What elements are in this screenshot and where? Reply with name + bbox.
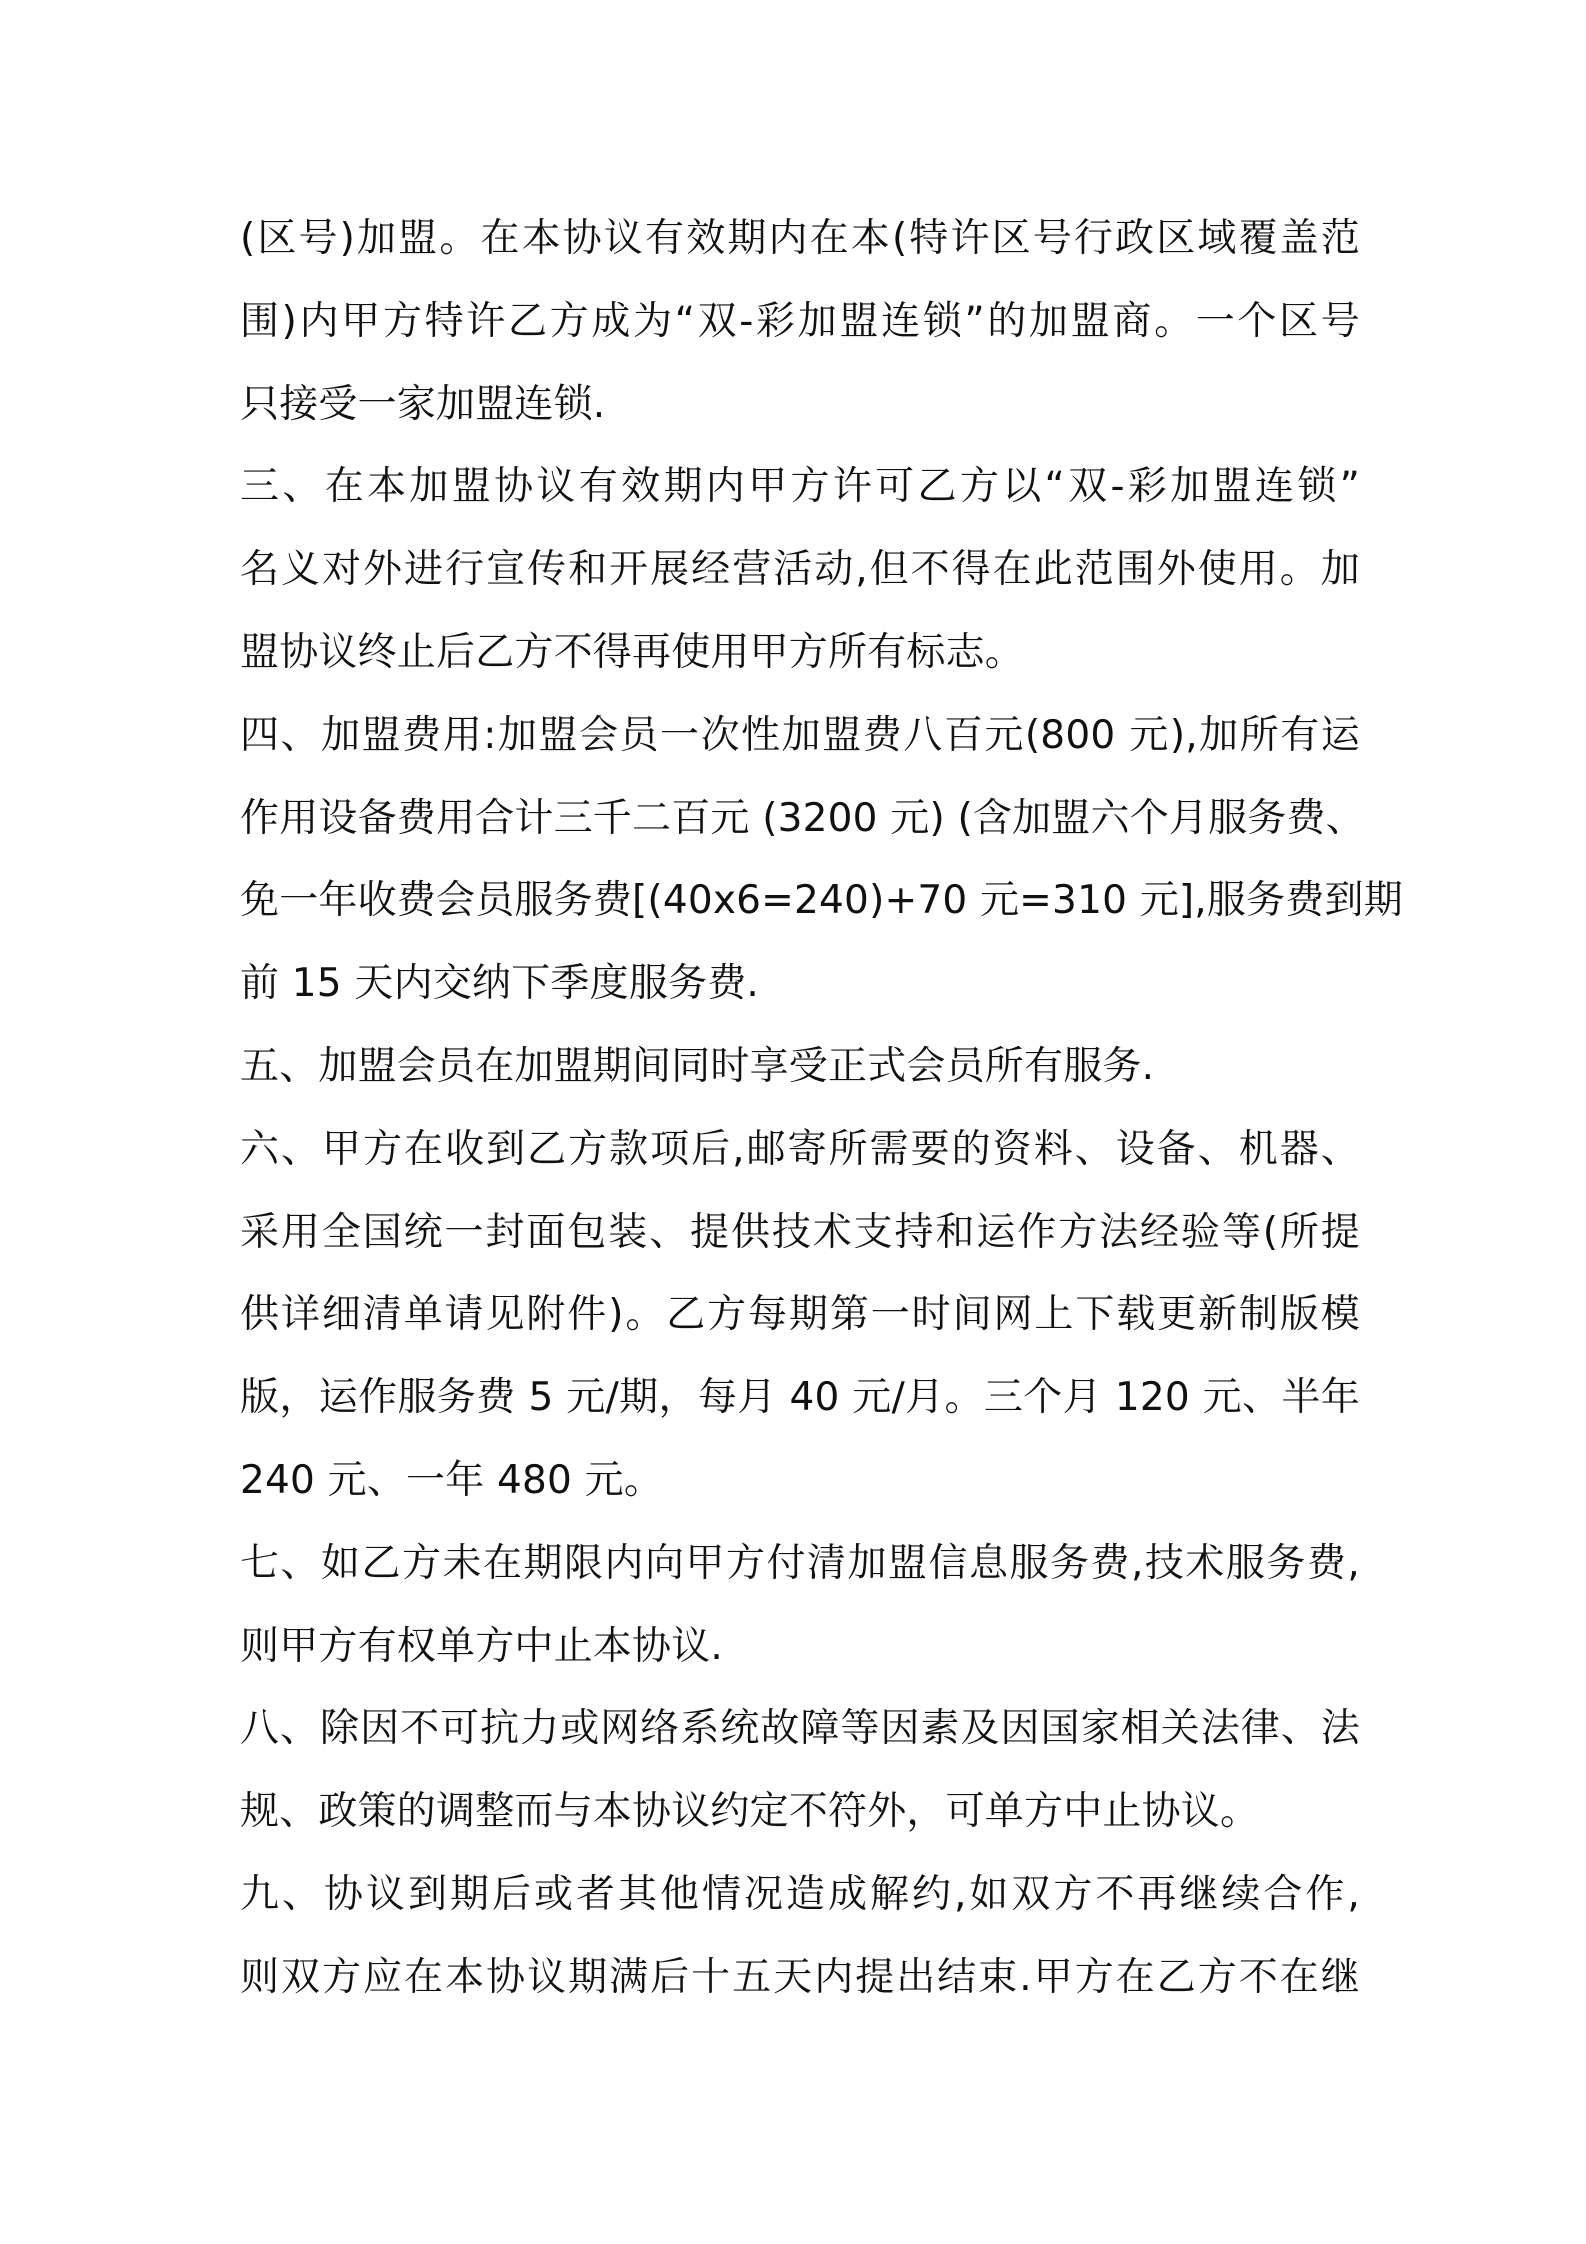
text-line: 五、加盟会员在加盟期间同时享受正式会员所有服务.	[240, 1043, 1155, 1089]
text-line: 名义对外进行宣传和开展经营活动,但不得在此范围外使用。加	[240, 547, 1360, 593]
text-line: (区号)加盟。在本协议有效期内在本(特许区号行政区域覆盖范	[240, 216, 1360, 261]
text-line: 四、加盟费用:加盟会员一次性加盟费八百元(800 元),加所有运	[240, 712, 1360, 758]
text-line: 九、协议到期后或者其他情况造成解约,如双方不再继续合作,	[240, 1871, 1360, 1917]
text-line: 免一年收费会员服务费[(40x6=240)+70 元=310 元],服务费到期	[240, 878, 1403, 924]
text-line: 只接受一家加盟连锁.	[240, 381, 606, 427]
text-line: 作用设备费用合计三千二百元 (3200 元) (含加盟六个月服务费、	[240, 795, 1365, 841]
text-line: 则甲方有权单方中止本协议.	[240, 1623, 723, 1669]
text-line: 供详细清单请见附件)。乙方每期第一时间网上下载更新制版模	[240, 1292, 1360, 1338]
text-line: 前 15 天内交纳下季度服务费.	[240, 961, 760, 1007]
text-line: 围)内甲方特许乙方成为“双-彩加盟连锁”的加盟商。一个区号	[240, 298, 1360, 344]
text-line: 采用全国统一封面包装、提供技术支持和运作方法经验等(所提	[240, 1209, 1360, 1255]
text-line: 六、甲方在收到乙方款项后,邮寄所需要的资料、设备、机器、	[240, 1126, 1360, 1172]
text-line: 则双方应在本协议期满后十五天内提出结束.甲方在乙方不在继	[240, 1954, 1360, 2000]
agreement-text-body	[240, 198, 1403, 2020]
text-line: 盟协议终止后乙方不得再使用甲方所有标志。	[240, 629, 1025, 675]
text-line: 规、政策的调整而与本协议约定不符外，可单方中止协议。	[240, 1789, 1260, 1835]
text-line: 七、如乙方未在期限内向甲方付清加盟信息服务费,技术服务费,	[240, 1540, 1360, 1586]
text-line: 版，运作服务费 5 元/期，每月 40 元/月。三个月 120 元、半年	[240, 1375, 1360, 1421]
text-line: 三、在本加盟协议有效期内甲方许可乙方以“双-彩加盟连锁”	[240, 464, 1360, 510]
text-line: 八、除因不可抗力或网络系统故障等因素及因国家相关法律、法	[240, 1706, 1360, 1752]
text-line: 240 元、一年 480 元。	[240, 1457, 664, 1503]
